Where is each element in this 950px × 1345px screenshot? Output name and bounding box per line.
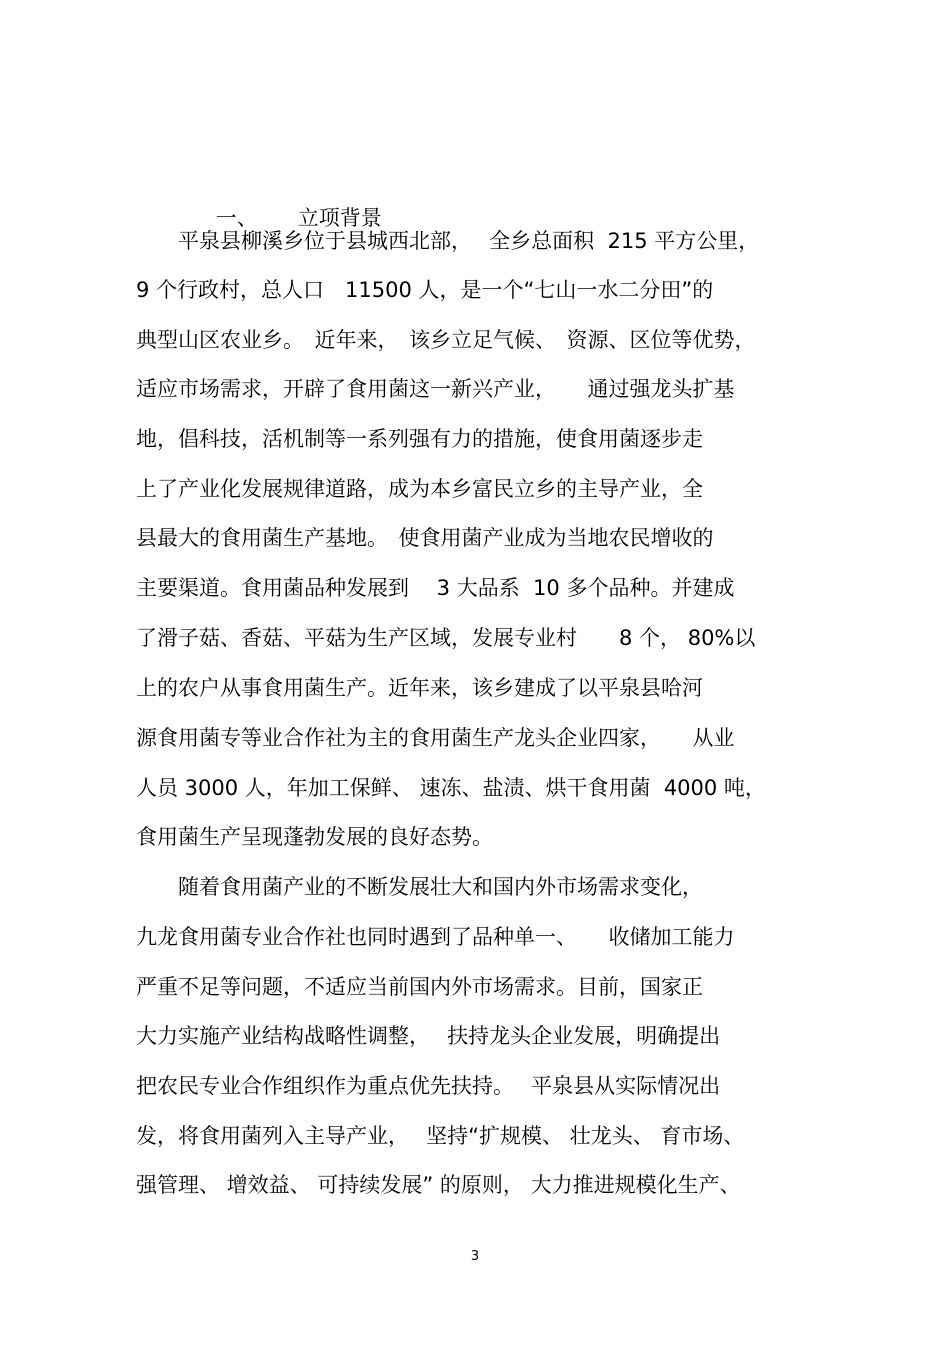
text-line: 主要渠道。食用菌品种发展到 3 大品系 10 多个品种。并建成 [136,576,735,600]
text-line: 上了产业化发展规律道路，成为本乡富民立乡的主导产业，全 [136,477,703,501]
page-number: 3 [470,1249,480,1264]
text-line: 发，将食用菌列入主导产业， 坚持“扩规模、 壮龙头、 育市场、 [136,1124,745,1148]
text-line: 强管理、 增效益、 可持续发展” 的原则， 大力推进规模化生产、 [136,1173,741,1197]
text-line: 严重不足等问题，不适应当前国内外市场需求。目前，国家正 [136,975,703,999]
section-title: 立项背景 [297,206,382,230]
text-line: 上的农户从事食用菌生产。近年来，该乡建成了以平泉县哈河 [136,676,703,700]
text-line: 食用菌生产呈现蓬勃发展的良好态势。 [136,825,493,849]
text-line: 了滑子菇、香菇、平菇为生产区域，发展专业村 8 个， 80%以 [136,626,756,650]
text-line: 平泉县柳溪乡位于县城西北部， 全乡总面积 215 平方公里， [136,229,760,253]
text-line: 人员 3000 人，年加工保鲜、 速冻、盐渍、烘干食用菌 4000 吨， [136,776,766,800]
text-line: 源食用菌专等业合作社为主的食用菌生产龙头企业四家， 从业 [136,726,735,750]
text-line: 随着食用菌产业的不断发展壮大和国内外市场需求变化， [136,875,703,899]
text-line: 9 个行政村，总人口 11500 人，是一个“七山一水二分田”的 [136,278,714,302]
text-line: 把农民专业合作组织作为重点优先扶持。 平泉县从实际情况出 [136,1074,721,1098]
text-line: 县最大的食用菌生产基地。 使食用菌产业成为当地农民增收的 [136,526,714,550]
text-line: 适应市场需求，开辟了食用菌这一新兴产业， 通过强龙头扩基 [136,377,735,401]
text-line: 典型山区农业乡。 近年来， 该乡立足气候、 资源、区位等优势， [136,328,756,352]
section-number: 一、 [215,206,258,230]
text-line: 地，倡科技，活机制等一系列强有力的措施，使食用菌逐步走 [136,427,703,451]
text-line: 九龙食用菌专业合作社也同时遇到了品种单一、 收储加工能力 [136,925,735,949]
text-line: 大力实施产业结构战略性调整， 扶持龙头企业发展，明确提出 [136,1024,721,1048]
